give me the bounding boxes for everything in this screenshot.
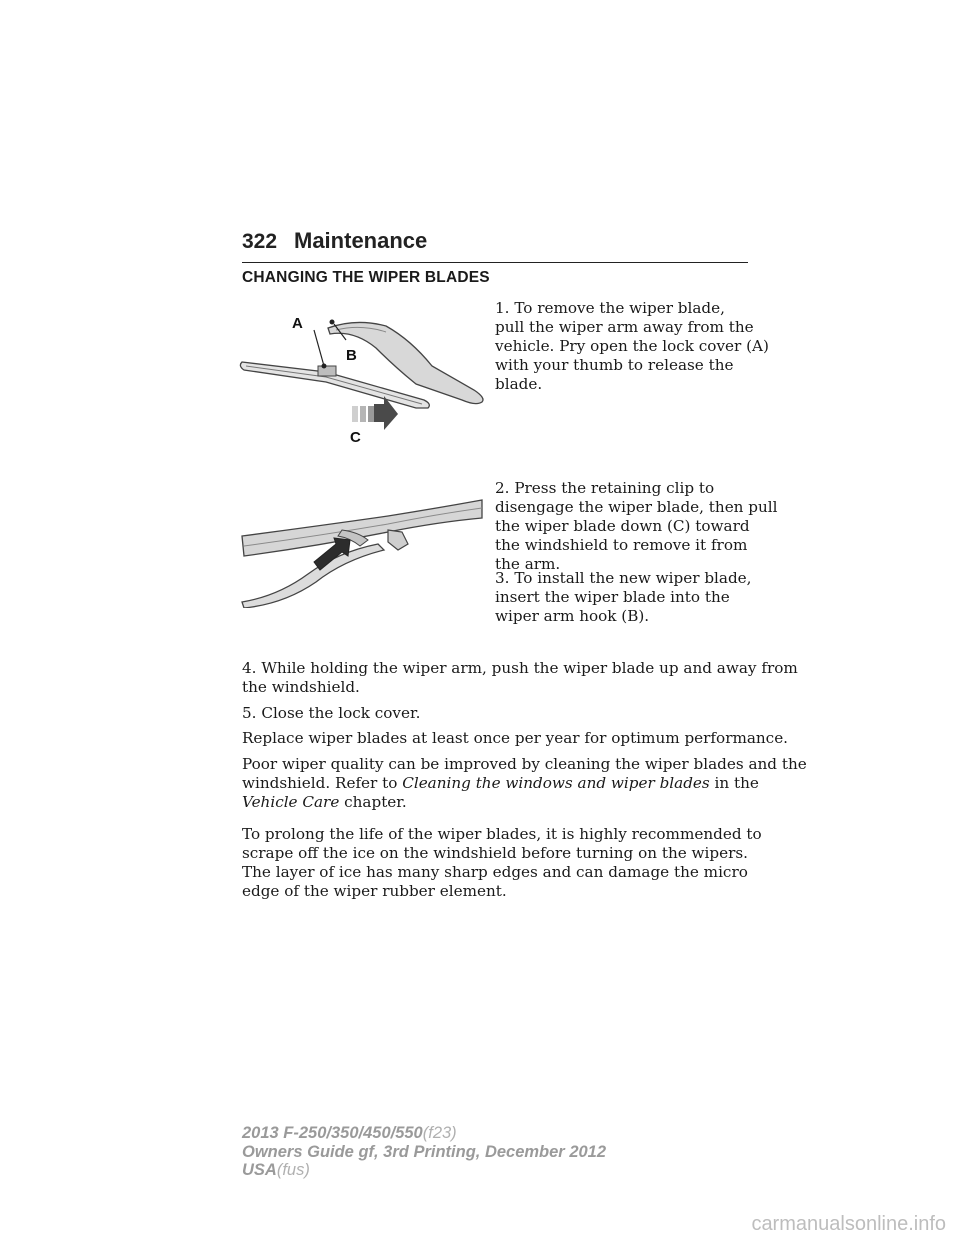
wiper-arm-illustration xyxy=(240,322,483,408)
section-title: CHANGING THE WIPER BLADES xyxy=(242,269,490,286)
page-number: 322 xyxy=(242,230,278,253)
footer-market-code: (fus) xyxy=(276,1161,310,1179)
step-3-line-3: wiper arm hook (B). xyxy=(495,607,650,625)
step-4 xyxy=(242,659,798,697)
cleaning-reference: Cleaning the windows and wiper blades xyxy=(402,774,710,792)
prolong-line-4: edge of the wiper rubber element. xyxy=(242,882,507,900)
page-footer xyxy=(242,1124,606,1180)
poor-quality-line-1: Poor wiper quality can be improved by cleaning the wiper blades and the xyxy=(242,755,807,773)
footer-model-code: (f23) xyxy=(422,1124,457,1142)
step-2-line-2: disengage the wiper blade, then pull xyxy=(495,498,778,516)
step-2-line-3: the wiper blade down (C) toward xyxy=(495,517,750,535)
prolong-line-2: scrape off the ice on the windshield before turning on the wipers. xyxy=(242,844,749,862)
watermark: carmanualsonline.info xyxy=(751,1213,946,1235)
step-3-line-1: 3. To install the new wiper blade, xyxy=(495,569,752,587)
step-4-line-2: the windshield. xyxy=(242,678,360,696)
wiper-removal-figure xyxy=(236,300,490,460)
step-1-line-5: blade. xyxy=(495,375,543,393)
footer-guide: Owners Guide gf, 3rd Printing, December 2012 xyxy=(242,1142,607,1161)
prolong-line-1: To prolong the life of the wiper blades, it is highly recommended to xyxy=(242,825,762,843)
label-b: B xyxy=(346,347,357,364)
footer-model: 2013 F-250/350/450/550 xyxy=(242,1124,423,1142)
leader-line-a xyxy=(314,330,324,366)
step-3 xyxy=(495,569,752,626)
step-3-line-2: insert the wiper blade into the xyxy=(495,588,730,606)
step-1-line-4: with your thumb to release the xyxy=(495,356,734,374)
step-1 xyxy=(495,299,769,394)
step-4-line-1: 4. While holding the wiper arm, push the wiper blade up and away from xyxy=(242,659,798,677)
step-2-line-1: 2. Press the retaining clip to xyxy=(495,479,715,497)
label-a: A xyxy=(292,315,303,332)
replace-paragraph: Replace wiper blades at least once per year for optimum performance. xyxy=(242,729,789,747)
leader-dot-b xyxy=(330,320,335,325)
poor-quality-line-3-post: chapter. xyxy=(344,793,407,811)
step-2-line-5: the arm. xyxy=(495,555,561,573)
step-5: 5. Close the lock cover. xyxy=(242,704,421,722)
poor-quality-line-2-post: in the xyxy=(714,774,759,792)
step-1-line-2: pull the wiper arm away from the xyxy=(495,318,754,336)
page-header xyxy=(242,228,748,263)
retaining-clip-figure xyxy=(238,496,484,608)
step-1-line-3: vehicle. Pry open the lock cover (A) xyxy=(495,337,769,355)
vehicle-care-reference: Vehicle Care xyxy=(242,793,340,811)
prolong-paragraph xyxy=(242,825,762,901)
footer-market: USA xyxy=(242,1161,277,1179)
blade-clip-illustration xyxy=(242,500,482,608)
step-2 xyxy=(495,479,778,574)
prolong-line-3: The layer of ice has many sharp edges and can damage the micro xyxy=(242,863,748,881)
label-c: C xyxy=(350,429,361,446)
step-1-line-1: 1. To remove the wiper blade, xyxy=(495,299,725,317)
poor-quality-paragraph xyxy=(242,755,807,812)
leader-dot-a xyxy=(322,364,327,369)
chapter-title: Maintenance xyxy=(294,228,428,253)
step-2-line-4: the windshield to remove it from xyxy=(495,536,748,554)
poor-quality-line-2-pre: windshield. Refer to xyxy=(242,774,398,792)
